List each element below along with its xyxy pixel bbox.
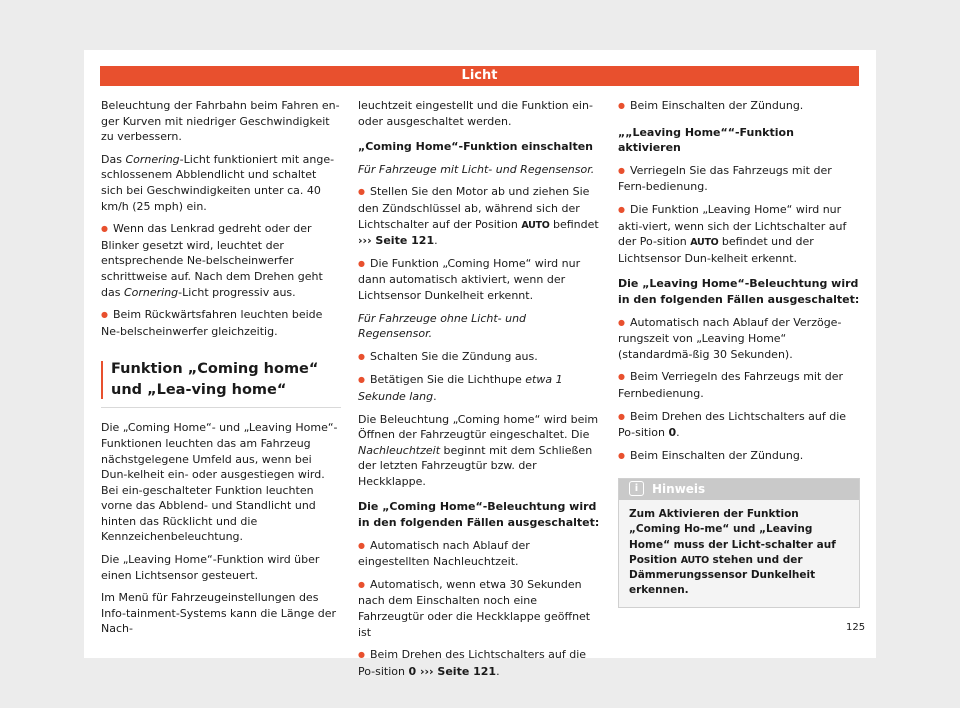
paragraph: Im Menü für Fahrzeugeinstellungen des Info-tainment-Systems kann die Länge der Nach- xyxy=(101,591,337,636)
bullet-item: ● Beim Drehen des Lichtschalters auf die Po-sition 0 ››› Seite 121. xyxy=(358,647,600,679)
paragraph: Das Cornering-Licht funktioniert mit ange-schlossenem Abblendlicht und schaltet sich bei Geschwindigkeiten unter ca. 40 km/h (25 mph) ein. xyxy=(101,152,335,213)
subheading: Die „Leaving Home“-Beleuchtung wird in den folgenden Fällen ausgeschaltet: xyxy=(618,277,860,306)
section-heading: Funktion „Coming home“ und „Lea-ving home“ xyxy=(101,359,341,408)
info-icon: i xyxy=(629,481,644,496)
subheading: Die „Coming Home“-Beleuchtung wird in den folgenden Fällen ausgeschaltet: xyxy=(358,500,600,530)
bullet-item: ● Automatisch, wenn etwa 30 Sekunden nach dem Einschalten noch eine Fahrzeugtür oder die Heckklappe geöffnet ist xyxy=(358,577,600,640)
bullet-item: ● Beim Einschalten der Zündung. xyxy=(618,448,860,465)
note-box xyxy=(618,478,860,607)
bullet-item: ● Automatisch nach Ablauf der eingestellten Nachleuchtzeit. xyxy=(358,538,600,570)
italic-note: Für Fahrzeuge ohne Licht- und Regensensor. xyxy=(358,311,527,341)
italic-note: Für Fahrzeuge mit Licht- und Regensensor. xyxy=(358,162,595,176)
paragraph: Beleuchtung der Fahrbahn beim Fahren en-ger Kurven mit niedriger Geschwindigkeit zu verbessern. xyxy=(101,99,340,144)
paragraph: Die „Leaving Home“-Funktion wird über einen Lichtsensor gesteuert. xyxy=(101,553,320,582)
bullet-item: ● Beim Drehen des Lichtschalters auf die Po-sition 0. xyxy=(618,409,860,441)
subheading: „„Leaving Home““-Funktion aktivieren xyxy=(618,125,794,155)
bullet-item: ● Betätigen Sie die Lichthupe etwa 1 Sekunde lang. xyxy=(358,372,600,404)
paragraph: leuchtzeit eingestellt und die Funktion ein-oder ausgeschaltet werden. xyxy=(358,99,593,128)
switch-off-icon: 0 xyxy=(408,664,417,678)
subheading: „Coming Home“-Funktion einschalten xyxy=(358,140,594,154)
paragraph: Die Beleuchtung „Coming home“ wird beim Öffnen der Fahrzeugtür eingeschaltet. Die Nachleuchtzeit beginnt mit dem Schließen der letzten Fahrzeugtür bzw. der Heckklappe. xyxy=(358,412,599,488)
bullet-item: ● Stellen Sie den Motor ab und ziehen Sie den Zündschlüssel ab, während sich der Lichtschalter auf der Position AUTO befindet ››› Seite 121. xyxy=(358,184,600,248)
bullet-item: ● Beim Verriegeln des Fahrzeugs mit der Fernbedienung. xyxy=(618,369,860,401)
bullet-item: ● Verriegeln Sie das Fahrzeugs mit der Fern-bedienung. xyxy=(618,163,860,195)
page-number: 125 xyxy=(846,622,866,633)
column-1 xyxy=(101,98,341,644)
note-body: Zum Aktivieren der Funktion „Coming Ho-me“ und „Leaving Home“ muss der Licht-schalter auf Position AUTO stehen und der Dämmerungssensor Dunkelheit erkennen. xyxy=(629,508,836,597)
bullet-item: ● Beim Einschalten der Zündung. xyxy=(618,98,860,115)
bullet-item: ● Automatisch nach Ablauf der Verzöge-rungszeit von „Leaving Home“ (standardmä-ßig 30 Sekunden). xyxy=(618,315,860,363)
switch-off-icon: 0 xyxy=(668,426,677,440)
bullet-item: ● Wenn das Lenkrad gedreht oder der Blinker gesetzt wird, leuchtet der entsprechende Ne-belscheinwerfer schrittweise auf. Nach dem Drehen geht das Cornering-Licht progressiv aus. xyxy=(101,221,341,300)
page-reference-link[interactable]: ››› Seite 121 xyxy=(416,664,497,678)
paragraph: Die „Coming Home“- und „Leaving Home“-Funktionen leuchten das am Fahrzeug nächstgelegene Umfeld aus, wenn bei Dun-kelheit ein- oder ausgestiegen wird. Bei ein-geschalteter Funktion leuchten vorne das Abblend- und Standlicht und hinten das Rücklicht und die Kennzeichenbeleuchtung. xyxy=(101,421,338,544)
bullet-item: ● Beim Rückwärtsfahren leuchten beide Ne-belscheinwerfer gleichzeitig. xyxy=(101,307,341,339)
bullet-item: ● Die Funktion „Leaving Home“ wird nur akti-viert, wenn sich der Lichtschalter auf der Po-sition AUTO befindet und der Lichtsensor Dun-kelheit erkennt. xyxy=(618,202,860,266)
page-reference-link[interactable]: ››› Seite 121 xyxy=(358,234,435,248)
bullet-item: ● Schalten Sie die Zündung aus. xyxy=(358,349,600,366)
column-3 xyxy=(618,98,860,608)
note-header: i Hinweis xyxy=(619,479,859,500)
chapter-header: Licht xyxy=(100,66,859,86)
bullet-item: ● Die Funktion „Coming Home“ wird nur dann automatisch aktiviert, wenn der Lichtsensor Dunkelheit erkennt. xyxy=(358,256,600,304)
auto-switch-icon: AUTO xyxy=(521,219,550,231)
column-2 xyxy=(358,98,600,686)
auto-switch-icon: AUTO xyxy=(690,237,719,249)
auto-switch-icon: AUTO xyxy=(680,554,709,566)
